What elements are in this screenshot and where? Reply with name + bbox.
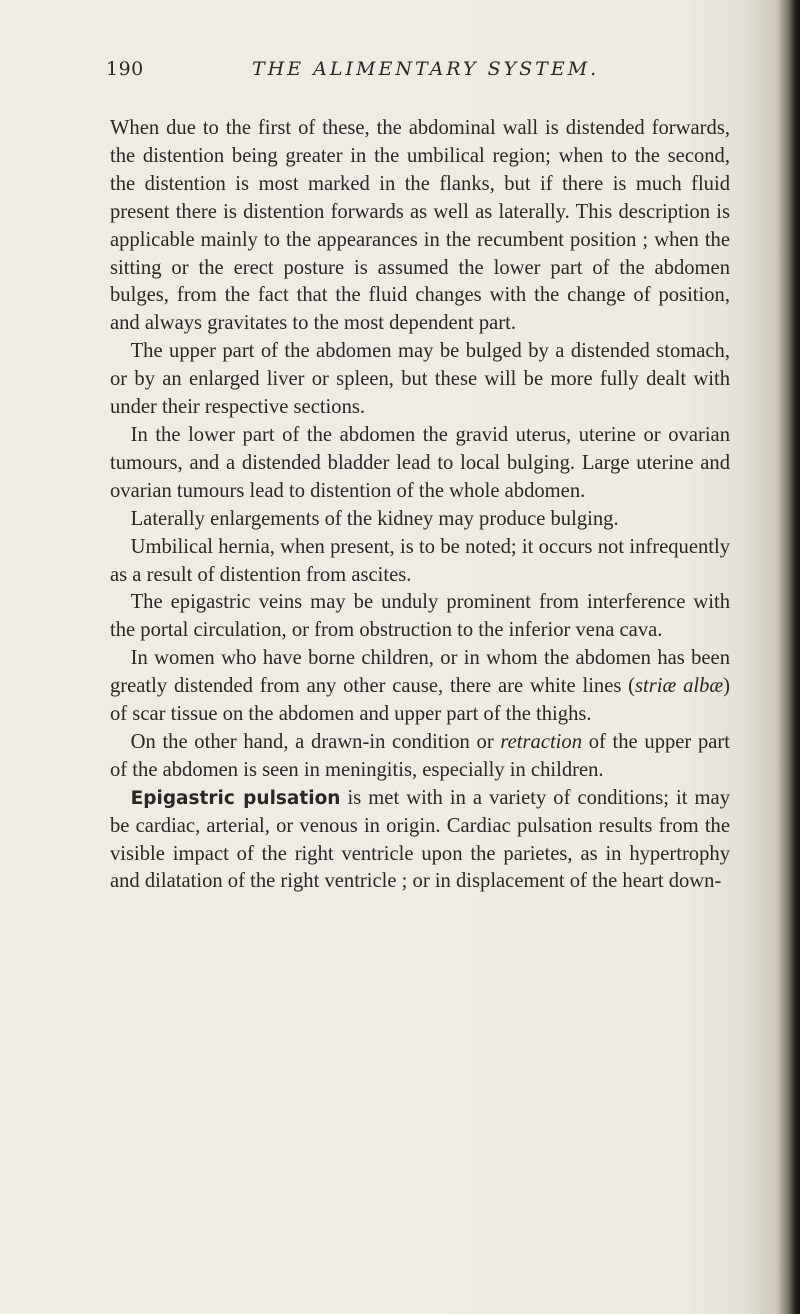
paragraph: In the lower part of the abdomen the gravid uterus, uterine or ovarian tumours, and a distended bladder lead to local bulging. Large uterine and ovarian tumours lead to distention of the whole abdomen.	[110, 423, 730, 502]
page-edge-shadow	[778, 0, 800, 1314]
italic-term: striæ albæ	[635, 675, 724, 698]
paragraph: The upper part of the abdomen may be bulged by a distended stomach, or by an enlarged liver or spleen, but these will be more fully dealt with under their respective sections.	[110, 340, 730, 419]
body-text	[110, 115, 730, 896]
paragraph: Epigastric pulsation is met with in a variety of conditions; it may be cardiac, arterial, or venous in origin. Cardiac pulsation results from the visible impact of the right ventricle upon the parietes, as in hypertrophy and dilatation of the right ventricle ; or in displacement of the heart down-	[110, 786, 730, 893]
running-head	[106, 58, 726, 92]
paragraph: On the other hand, a drawn-in condition or retraction of the upper part of the abdomen is seen in meningitis, especially in children.	[110, 730, 730, 781]
run-in-heading: Epigastric pulsation	[130, 787, 341, 809]
paragraph: In women who have borne children, or in whom the abdomen has been greatly distended from any other cause, there are white lines (striæ albæ) of scar tissue on the abdomen and upper part of the thighs.	[110, 647, 730, 726]
italic-term: retraction	[500, 730, 582, 753]
paragraph: The epigastric veins may be unduly prominent from interference with the portal circulation, or from obstruction to the inferior vena cava.	[110, 591, 730, 642]
paragraph: Umbilical hernia, when present, is to be noted; it occurs not infrequently as a result of distention from ascites.	[110, 535, 730, 586]
paragraph: When due to the first of these, the abdominal wall is distended forwards, the distention being greater in the umbilical region; when to the second, the distention is most marked in the flanks, but if there is much fluid present there is distention forwards as well as laterally. This description is applicable mainly to the appearances in the recumbent position ; when the sitting or the erect posture is assumed the lower part of the abdomen bulges, from the fact that the fluid changes with the change of position, and always gravitates to the most dependent part.	[110, 117, 730, 335]
running-title: THE ALIMENTARY SYSTEM.	[252, 58, 600, 80]
paragraph: Laterally enlargements of the kidney may produce bulging.	[130, 507, 619, 530]
page-number: 190	[106, 58, 144, 80]
